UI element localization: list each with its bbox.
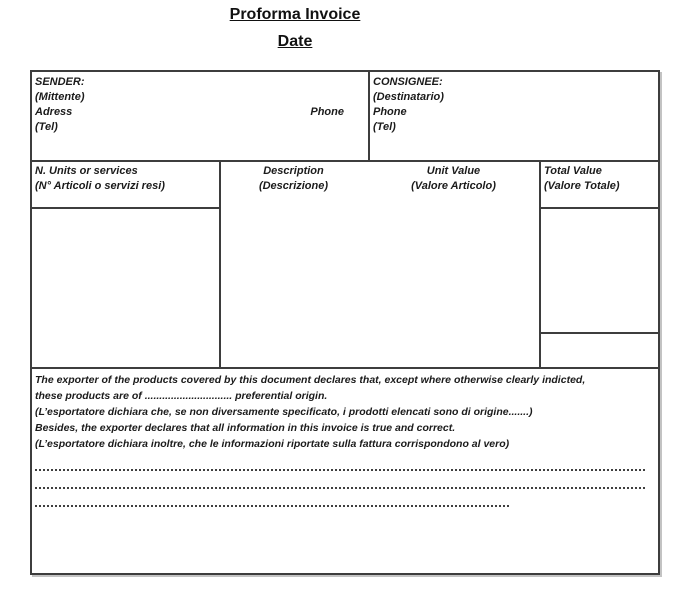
consignee-label: CONSIGNEE: [373, 76, 443, 88]
declaration-line-3: (L’esportatore dichiara che, se non diversamente specificato, i prodotti elencati sono di origine.......) [35, 406, 533, 418]
sender-label-italian: (Mittente) [35, 91, 85, 103]
consignee-phone-label: Phone [373, 106, 407, 118]
table-divider-col3-header-bottom [539, 207, 658, 209]
column-header-unit-value-it: (Valore Articolo) [411, 180, 496, 192]
invoice-table [30, 70, 660, 575]
declaration-line-4: Besides, the exporter declares that all information in this invoice is true and correct. [35, 422, 456, 434]
fill-in-line [35, 487, 647, 489]
column-header-units-it: (N° Articoli o servizi resi) [35, 180, 165, 192]
sender-address-label: Adress [35, 106, 73, 118]
fill-in-line [35, 505, 509, 507]
column-header-description-en: Description [263, 165, 324, 177]
table-divider-sender-consignee [368, 72, 370, 160]
sender-tel-label: (Tel) [35, 121, 58, 133]
sender-label: SENDER: [35, 76, 85, 88]
declaration-line-2: these products are of .............................. preferential origin. [35, 390, 328, 402]
table-divider-col1-header-bottom [32, 207, 219, 209]
declaration-block [35, 372, 655, 452]
declaration-line-1: The exporter of the products covered by this document declares that, except where otherwise clearly indicted, [35, 374, 586, 386]
fill-in-line [35, 469, 647, 471]
table-divider-col3 [539, 160, 541, 367]
column-header-description [219, 164, 368, 194]
document-title: Proforma Invoice [229, 6, 361, 23]
column-header-units [35, 164, 165, 194]
column-header-unit-value-en: Unit Value [426, 165, 481, 177]
column-header-total-value-it: (Valore Totale) [544, 180, 620, 192]
date-heading: Date [277, 33, 313, 50]
consignee-cell [373, 75, 444, 135]
table-divider-declaration-top [32, 367, 658, 369]
column-header-total-value [544, 164, 620, 194]
title-block [0, 6, 590, 50]
consignee-label-italian: (Destinatario) [373, 91, 444, 103]
column-header-units-en: N. Units or services [35, 165, 138, 177]
column-header-unit-value [368, 164, 539, 194]
sender-phone-label: Phone [310, 106, 344, 118]
consignee-tel-label: (Tel) [373, 121, 396, 133]
column-header-description-it: (Descrizione) [258, 180, 329, 192]
table-divider-parties-bottom [32, 160, 658, 162]
column-header-total-value-en: Total Value [544, 165, 602, 177]
declaration-line-5: (L’esportatore dichiara inoltre, che le informazioni riportate sulla fattura corrispondono al vero) [35, 438, 510, 450]
table-divider-total-subrow [539, 332, 658, 334]
